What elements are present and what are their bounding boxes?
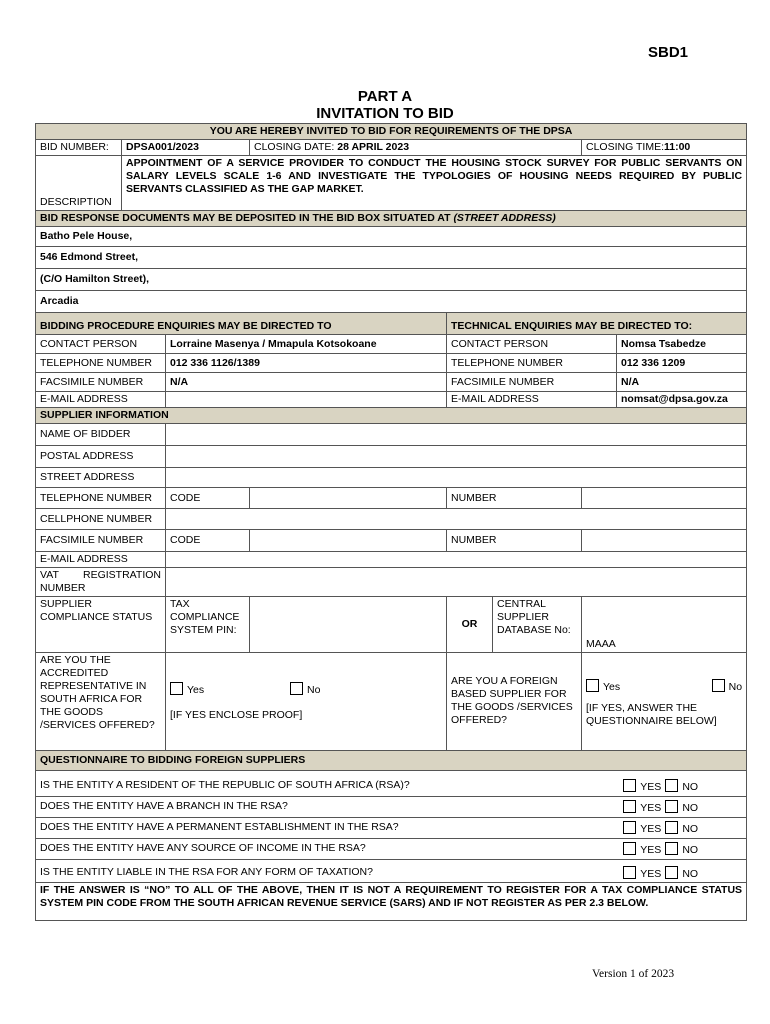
street-address-field[interactable] [166, 468, 747, 488]
yes-label: YES [640, 868, 662, 880]
technical-telephone-value[interactable]: 012 336 1209 [617, 354, 747, 373]
vat-field[interactable] [166, 568, 747, 597]
question-row [36, 818, 747, 839]
accredited-yes-checkbox[interactable] [170, 682, 183, 695]
csd-prefix: MAAA [586, 638, 616, 650]
fax-code-label: CODE [166, 530, 250, 552]
csd-label: CENTRAL SUPPLIER DATABASE No: [493, 597, 582, 653]
telephone-number-label: NUMBER [447, 488, 582, 509]
bidding-contact-label: CONTACT PERSON [36, 335, 166, 354]
no-label: NO [682, 780, 699, 793]
yes-checkbox[interactable] [623, 866, 636, 879]
street-address-label: STREET ADDRESS [36, 468, 166, 488]
question-text: DOES THE ENTITY HAVE A PERMANENT ESTABLISHMENT IN THE RSA? [40, 820, 399, 833]
no-checkbox[interactable] [665, 779, 678, 792]
postal-address-label: POSTAL ADDRESS [36, 446, 166, 468]
bidding-enquiries-heading: BIDDING PROCEDURE ENQUIRIES MAY BE DIRECTED TO [36, 313, 447, 335]
technical-email-value[interactable]: nomsat@dpsa.gov.za [617, 392, 747, 408]
yes-label: YES [640, 780, 662, 793]
telephone-code-field[interactable] [250, 488, 447, 509]
telephone-number-field[interactable] [582, 488, 747, 509]
no-checkbox[interactable] [665, 800, 678, 813]
invitation-line: YOU ARE HEREBY INVITED TO BID FOR REQUIREMENTS OF THE DPSA [36, 124, 747, 140]
accredited-question: ARE YOU THE ACCREDITED REPRESENTATIVE IN SOUTH AFRICA FOR THE GOODS /SERVICES OFFERED? [36, 653, 166, 751]
bidder-name-label: NAME OF BIDDER [36, 424, 166, 446]
bidding-contact-value[interactable]: Lorraine Masenya / Mmapula Kotsokoane [166, 335, 447, 354]
question-text: IS THE ENTITY LIABLE IN THE RSA FOR ANY FORM OF TAXATION? [40, 866, 373, 878]
description-label: DESCRIPTION [36, 156, 122, 211]
address-line[interactable]: Batho Pele House, [36, 227, 747, 247]
yes-checkbox[interactable] [623, 800, 636, 813]
no-label: NO [682, 801, 699, 814]
cellphone-label: CELLPHONE NUMBER [36, 509, 166, 530]
closing-time-cell [582, 140, 747, 156]
fax-number-field[interactable] [582, 530, 747, 552]
or-label: OR [447, 597, 493, 653]
bidding-fax-value[interactable]: N/A [166, 373, 447, 392]
supplier-fax-label: FACSIMILE NUMBER [36, 530, 166, 552]
foreign-no-checkbox[interactable] [712, 679, 725, 692]
cellphone-field[interactable] [166, 509, 747, 530]
no-checkbox[interactable] [665, 866, 678, 879]
csd-field[interactable] [582, 597, 747, 653]
address-line[interactable]: (C/O Hamilton Street), [36, 269, 747, 291]
accredited-no-label: No [306, 683, 321, 696]
accredited-no-checkbox[interactable] [290, 682, 303, 695]
questionnaire-heading: QUESTIONNAIRE TO BIDDING FOREIGN SUPPLIERS [36, 751, 747, 771]
no-label: NO [682, 843, 699, 856]
supplier-email-label: E-MAIL ADDRESS [36, 552, 166, 568]
yes-label: YES [640, 801, 662, 814]
tax-pin-field[interactable] [250, 597, 447, 653]
vat-label: VAT REGISTRATION NUMBER [36, 568, 166, 597]
yes-label: YES [640, 843, 662, 856]
page-title: INVITATION TO BID [316, 105, 454, 122]
closing-time-value[interactable]: 11:00 [664, 141, 691, 153]
questionnaire-note: IF THE ANSWER IS “NO” TO ALL OF THE ABOVE, THEN IT IS NOT A REQUIREMENT TO REGISTER FOR A TAX COMPLIANCE STATUS SYSTEM PIN CODE FROM THE SOUTH AFRICAN REVENUE SERVICE (SARS) AND IF NOT REGISTER AS PER 2.3 BELOW. [36, 883, 747, 921]
technical-email-label: E-MAIL ADDRESS [447, 392, 617, 408]
technical-contact-value[interactable]: Nomsa Tsabedze [617, 335, 747, 354]
question-text: IS THE ENTITY A RESIDENT OF THE REPUBLIC OF SOUTH AFRICA (RSA)? [40, 778, 410, 791]
supplier-email-field[interactable] [166, 552, 747, 568]
supplier-telephone-label: TELEPHONE NUMBER [36, 488, 166, 509]
fax-code-field[interactable] [250, 530, 447, 552]
description-value[interactable]: APPOINTMENT OF A SERVICE PROVIDER TO CONDUCT THE HOUSING STOCK SURVEY FOR PUBLIC SERVANTS ON SALARY LEVELS SCALE 1-6 AND INVESTIGATE THE TYPOLOGIES OF HOUSING NEEDS REQUIRED BY PUBLIC SERVANTS CLASSIFIED AS THE GAP MARKET. [122, 156, 747, 211]
deposit-address-hint: (STREET ADDRESS) [453, 212, 556, 224]
yes-checkbox[interactable] [623, 842, 636, 855]
address-line[interactable]: 546 Edmond Street, [36, 247, 747, 269]
form-code: SBD1 [648, 44, 689, 61]
no-checkbox[interactable] [665, 842, 678, 855]
foreign-yes-checkbox[interactable] [586, 679, 599, 692]
telephone-code-label: CODE [166, 488, 250, 509]
question-row [36, 839, 747, 860]
foreign-note: [IF YES, ANSWER THE QUESTIONNAIRE BELOW] [586, 702, 717, 727]
fax-number-label: NUMBER [447, 530, 582, 552]
foreign-yes-label: Yes [603, 681, 621, 693]
accredited-answer-cell [166, 653, 447, 751]
accredited-note: [IF YES ENCLOSE PROOF] [170, 708, 303, 721]
version-footer: Version 1 of 2023 [592, 968, 675, 980]
bidding-telephone-value[interactable]: 012 336 1126/1389 [166, 354, 447, 373]
question-row [36, 771, 747, 797]
no-label: NO [682, 822, 699, 835]
postal-address-field[interactable] [166, 446, 747, 468]
deposit-label: BID RESPONSE DOCUMENTS MAY BE DEPOSITED IN THE BID BOX SITUATED AT [40, 212, 451, 224]
bidding-email-label: E-MAIL ADDRESS [36, 392, 166, 408]
foreign-answer-cell [582, 653, 747, 751]
closing-date-value[interactable]: 28 APRIL 2023 [337, 141, 410, 153]
closing-time-label: CLOSING TIME: [586, 141, 664, 153]
no-checkbox[interactable] [665, 821, 678, 834]
bid-number-value[interactable]: DPSA001/2023 [122, 140, 250, 156]
yes-checkbox[interactable] [623, 821, 636, 834]
closing-date-label: CLOSING DATE: [254, 141, 335, 153]
bidder-name-field[interactable] [166, 424, 747, 446]
technical-fax-value[interactable]: N/A [617, 373, 747, 392]
supplier-heading: SUPPLIER INFORMATION [36, 408, 747, 424]
compliance-status-label: SUPPLIER COMPLIANCE STATUS [36, 597, 166, 653]
technical-fax-label: FACSIMILE NUMBER [447, 373, 617, 392]
yes-checkbox[interactable] [623, 779, 636, 792]
closing-date-cell [250, 140, 582, 156]
question-row [36, 860, 747, 883]
deposit-heading [36, 211, 747, 227]
tax-pin-label: TAX COMPLIANCE SYSTEM PIN: [166, 597, 250, 653]
question-row [36, 797, 747, 818]
no-label: NO [682, 868, 699, 880]
foreign-no-label: No [728, 681, 743, 693]
technical-enquiries-heading: TECHNICAL ENQUIRIES MAY BE DIRECTED TO: [447, 313, 747, 335]
question-text: DOES THE ENTITY HAVE A BRANCH IN THE RSA? [40, 799, 288, 812]
address-line[interactable]: Arcadia [36, 291, 747, 313]
bid-form [35, 123, 747, 921]
accredited-yes-label: Yes [187, 683, 205, 696]
foreign-question: ARE YOU A FOREIGN BASED SUPPLIER FOR THE GOODS /SERVICES OFFERED? [447, 653, 582, 751]
bidding-email-value[interactable] [166, 392, 447, 408]
bidding-fax-label: FACSIMILE NUMBER [36, 373, 166, 392]
bid-number-label: BID NUMBER: [36, 140, 122, 156]
yes-label: YES [640, 822, 662, 835]
bidding-telephone-label: TELEPHONE NUMBER [36, 354, 166, 373]
part-title: PART A [357, 88, 413, 105]
question-text: DOES THE ENTITY HAVE ANY SOURCE OF INCOME IN THE RSA? [40, 841, 366, 854]
technical-contact-label: CONTACT PERSON [447, 335, 617, 354]
technical-telephone-label: TELEPHONE NUMBER [447, 354, 617, 373]
